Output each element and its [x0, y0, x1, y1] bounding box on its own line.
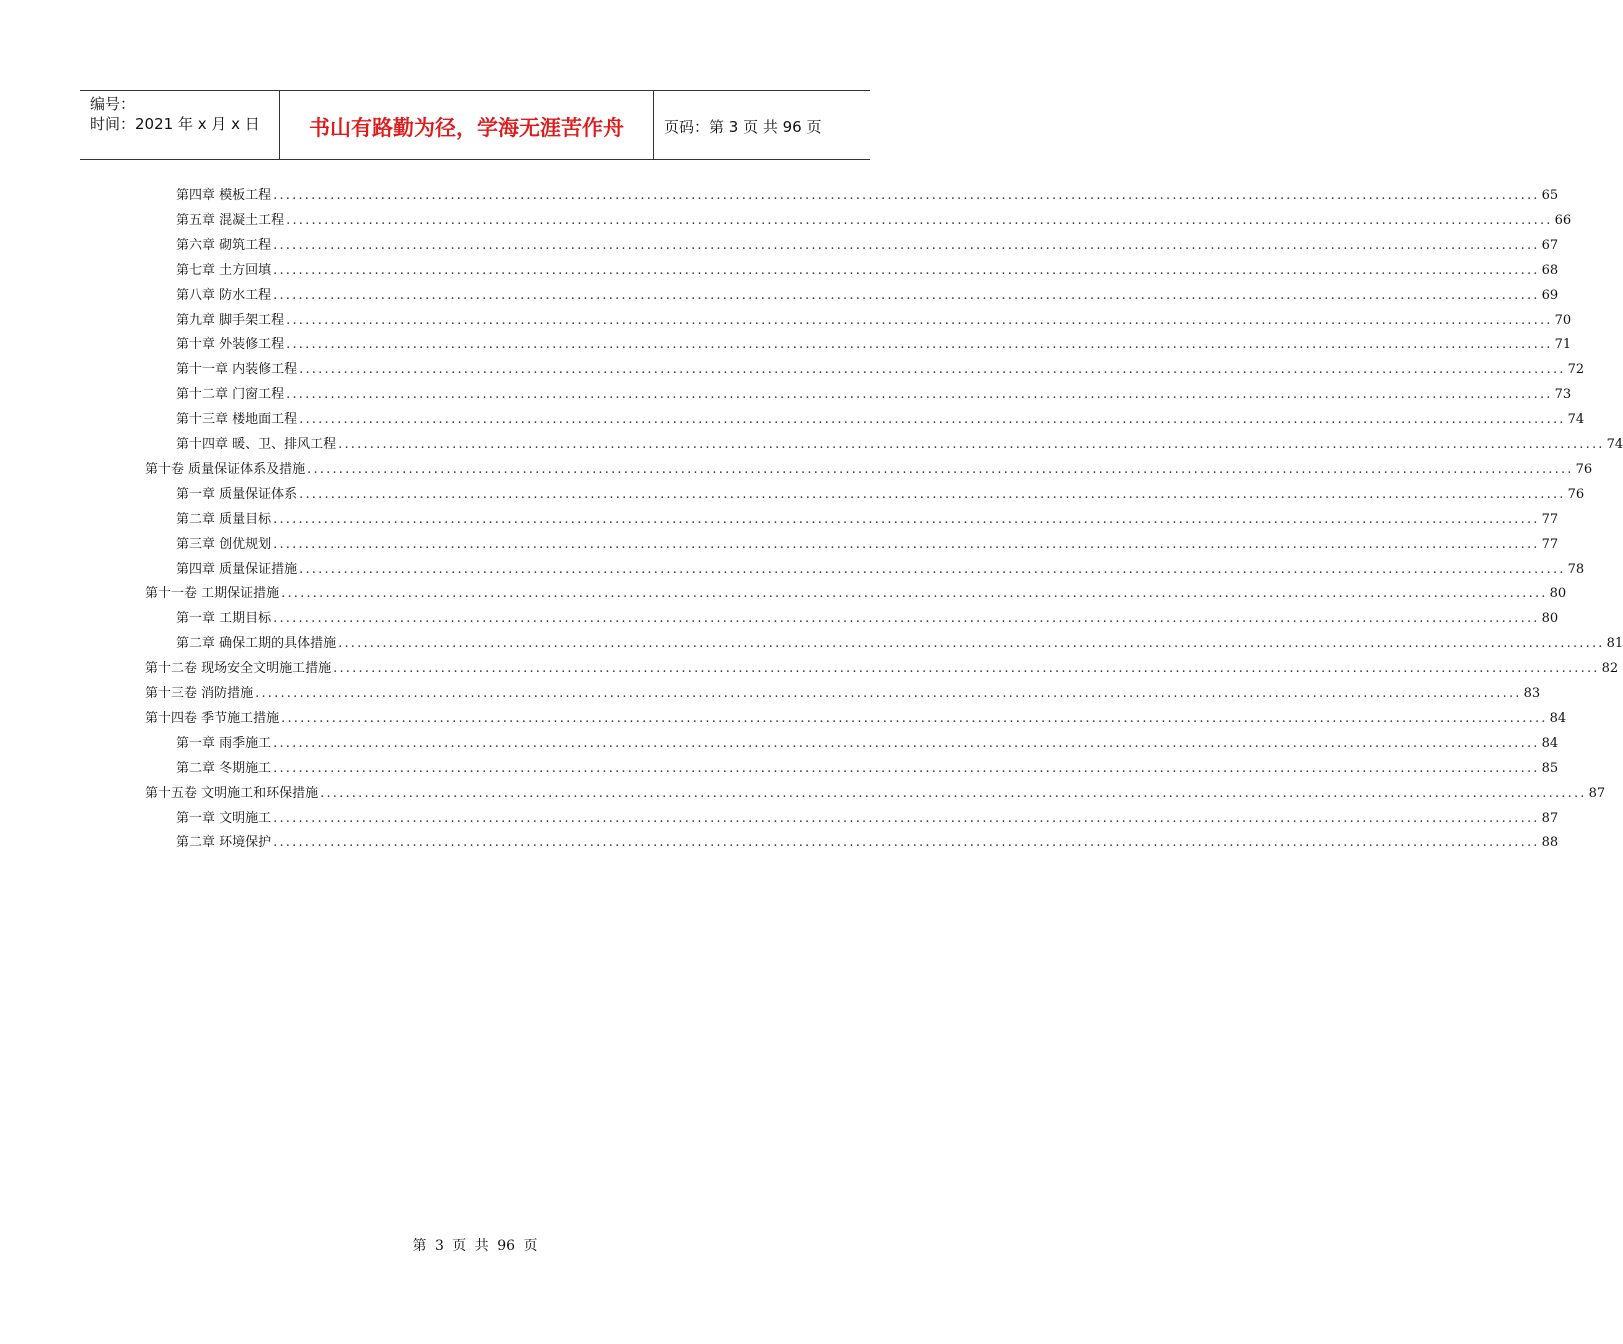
toc-entry-title: 第一章 质量保证体系 — [176, 486, 298, 502]
header-page-label: 页码：第 3 页 共 96 页 — [664, 118, 822, 136]
toc-entry-page: 71 — [1554, 337, 1572, 353]
toc-entry[interactable] — [176, 631, 1623, 656]
toc-entry-page: 72 — [1567, 362, 1585, 378]
toc-entry-page: 87 — [1541, 810, 1559, 826]
toc-entry-page: 84 — [1541, 735, 1559, 751]
toc-entry-page: 76 — [1575, 461, 1593, 477]
toc-leader-dots: ........................................................................................................................................................................................................ — [286, 312, 1553, 328]
toc-entry-title: 第五章 混凝土工程 — [176, 212, 285, 228]
toc-leader-dots: ........................................................................................................................................................................................................ — [273, 760, 1540, 776]
toc-entry-page: 78 — [1567, 561, 1585, 577]
toc-leader-dots: ........................................................................................................................................................................................................ — [299, 486, 1566, 502]
header-motto: 书山有路勤为径，学海无涯苦作舟 — [280, 91, 654, 159]
toc-entry[interactable] — [145, 681, 1541, 706]
toc-entry-page: 85 — [1541, 760, 1559, 776]
toc-entry-title: 第九章 脚手架工程 — [176, 312, 285, 328]
toc-entry-page: 80 — [1549, 586, 1567, 602]
toc-entry-page: 81 — [1606, 636, 1623, 652]
toc-entry[interactable] — [176, 258, 1559, 283]
toc-leader-dots: ........................................................................................................................................................................................................ — [273, 511, 1540, 527]
toc-entry-page: 82 — [1601, 661, 1619, 677]
toc-entry-title: 第四章 模板工程 — [176, 188, 272, 203]
toc-entry[interactable] — [145, 781, 1606, 806]
toc-entry[interactable] — [176, 756, 1559, 781]
toc-entry-title: 第十三章 楼地面工程 — [176, 412, 298, 428]
toc-entry[interactable] — [176, 606, 1559, 631]
toc-entry[interactable] — [176, 482, 1585, 507]
toc-entry[interactable] — [176, 806, 1559, 831]
toc-leader-dots: ........................................................................................................................................................................................................ — [299, 362, 1566, 378]
toc-entry[interactable] — [176, 731, 1559, 756]
toc-leader-dots: ........................................................................................................................................................................................................ — [333, 661, 1600, 677]
toc-entry-title: 第八章 防水工程 — [176, 287, 272, 303]
page-footer: 第 3 页 共 96 页 — [412, 1238, 538, 1254]
toc-entry-page: 87 — [1588, 785, 1606, 801]
toc-leader-dots: ........................................................................................................................................................................................................ — [273, 735, 1540, 751]
toc-entry[interactable] — [176, 382, 1572, 407]
toc-entry[interactable] — [176, 407, 1585, 432]
toc-leader-dots: ........................................................................................................................................................................................................ — [273, 810, 1540, 826]
toc-entry[interactable] — [176, 233, 1559, 258]
toc-entry[interactable] — [176, 332, 1572, 357]
toc-entry[interactable] — [145, 581, 1567, 606]
toc-entry-title: 第十一卷 工期保证措施 — [145, 586, 280, 602]
toc-leader-dots: ........................................................................................................................................................................................................ — [273, 536, 1540, 552]
toc-entry-page: 77 — [1541, 511, 1559, 527]
toc-leader-dots: ........................................................................................................................................................................................................ — [273, 611, 1540, 627]
toc-entry-title: 第十三卷 消防措施 — [145, 686, 254, 701]
toc-entry-page: 80 — [1541, 611, 1559, 627]
toc-entry[interactable] — [176, 208, 1572, 233]
toc-leader-dots: ........................................................................................................................................................................................................ — [255, 686, 1522, 701]
toc-leader-dots: ........................................................................................................................................................................................................ — [338, 437, 1605, 452]
toc-entry[interactable] — [176, 830, 1559, 855]
toc-leader-dots: ........................................................................................................................................................................................................ — [307, 461, 1574, 477]
toc-leader-dots: ........................................................................................................................................................................................................ — [299, 412, 1566, 428]
toc-entry-title: 第十二章 门窗工程 — [176, 387, 285, 403]
toc-entry-title: 第十四卷 季节施工措施 — [145, 710, 280, 726]
toc-entry-title: 第十五卷 文明施工和环保措施 — [145, 785, 319, 801]
toc-entry[interactable] — [176, 183, 1559, 208]
toc-leader-dots: ........................................................................................................................................................................................................ — [320, 785, 1587, 801]
toc-leader-dots: ........................................................................................................................................................................................................ — [273, 287, 1540, 303]
document-time-label: 时间：2021 年 x 月 x 日 — [90, 115, 260, 133]
toc-leader-dots: ........................................................................................................................................................................................................ — [281, 710, 1548, 726]
toc-entry-title: 第二章 环境保护 — [176, 835, 272, 851]
toc-entry[interactable] — [176, 357, 1585, 382]
toc-entry[interactable] — [145, 457, 1593, 482]
toc-entry[interactable] — [176, 557, 1585, 582]
toc-entry-page: 65 — [1541, 188, 1559, 203]
toc-entry-title: 第二章 冬期施工 — [176, 760, 272, 776]
toc-entry-title: 第十章 外装修工程 — [176, 337, 285, 353]
toc-entry-page: 69 — [1541, 287, 1559, 303]
toc-entry-page: 84 — [1549, 710, 1567, 726]
toc-leader-dots: ........................................................................................................................................................................................................ — [273, 262, 1540, 278]
toc-entry-title: 第十一章 内装修工程 — [176, 362, 298, 378]
toc-leader-dots: ........................................................................................................................................................................................................ — [299, 561, 1566, 577]
toc-entry-page: 88 — [1541, 835, 1559, 851]
toc-entry[interactable] — [176, 308, 1572, 333]
toc-entry-title: 第一章 文明施工 — [176, 810, 272, 826]
header-meta — [80, 91, 280, 159]
toc-entry-page: 68 — [1541, 262, 1559, 278]
toc-entry[interactable] — [176, 532, 1559, 557]
toc-entry-title: 第四章 质量保证措施 — [176, 561, 298, 577]
page-header — [80, 90, 870, 160]
toc-entry-page: 74 — [1567, 412, 1585, 428]
toc-entry-page: 83 — [1523, 686, 1541, 701]
toc-entry-title: 第二章 质量目标 — [176, 511, 272, 527]
toc-entry-title: 第二章 确保工期的具体措施 — [176, 636, 337, 652]
toc-entry-title: 第十二卷 现场安全文明施工措施 — [145, 661, 332, 677]
toc-entry-title: 第三章 创优规划 — [176, 536, 272, 552]
toc-entry-title: 第十卷 质量保证体系及措施 — [145, 461, 306, 477]
toc-entry[interactable] — [145, 706, 1567, 731]
toc-entry-title: 第六章 砌筑工程 — [176, 237, 272, 253]
toc-leader-dots: ........................................................................................................................................................................................................ — [273, 188, 1540, 203]
toc-entry[interactable] — [145, 656, 1619, 681]
toc-leader-dots: ........................................................................................................................................................................................................ — [286, 212, 1553, 228]
toc-leader-dots: ........................................................................................................................................................................................................ — [338, 636, 1605, 652]
toc-leader-dots: ........................................................................................................................................................................................................ — [281, 586, 1548, 602]
toc-entry-page: 77 — [1541, 536, 1559, 552]
toc-leader-dots: ........................................................................................................................................................................................................ — [286, 337, 1553, 353]
toc-entry-page: 74 — [1606, 437, 1623, 452]
toc-entry-page: 76 — [1567, 486, 1585, 502]
toc-leader-dots: ........................................................................................................................................................................................................ — [286, 387, 1553, 403]
toc-entry-page: 66 — [1554, 212, 1572, 228]
toc-entry-title: 第十四章 暖、卫、排风工程 — [176, 437, 337, 452]
toc-leader-dots: ........................................................................................................................................................................................................ — [273, 835, 1540, 851]
toc-entry-title: 第一章 工期目标 — [176, 611, 272, 627]
toc-leader-dots: ........................................................................................................................................................................................................ — [273, 237, 1540, 253]
toc-entry[interactable] — [176, 507, 1559, 532]
toc-entry-page: 67 — [1541, 237, 1559, 253]
toc-entry[interactable] — [176, 283, 1559, 308]
toc-entry-title: 第七章 土方回填 — [176, 262, 272, 278]
toc-entry-page: 73 — [1554, 387, 1572, 403]
toc-entry-page: 70 — [1554, 312, 1572, 328]
document-number-label: 编号： — [90, 95, 136, 113]
toc-entry[interactable] — [176, 432, 1623, 457]
toc-entry-title: 第一章 雨季施工 — [176, 735, 272, 751]
